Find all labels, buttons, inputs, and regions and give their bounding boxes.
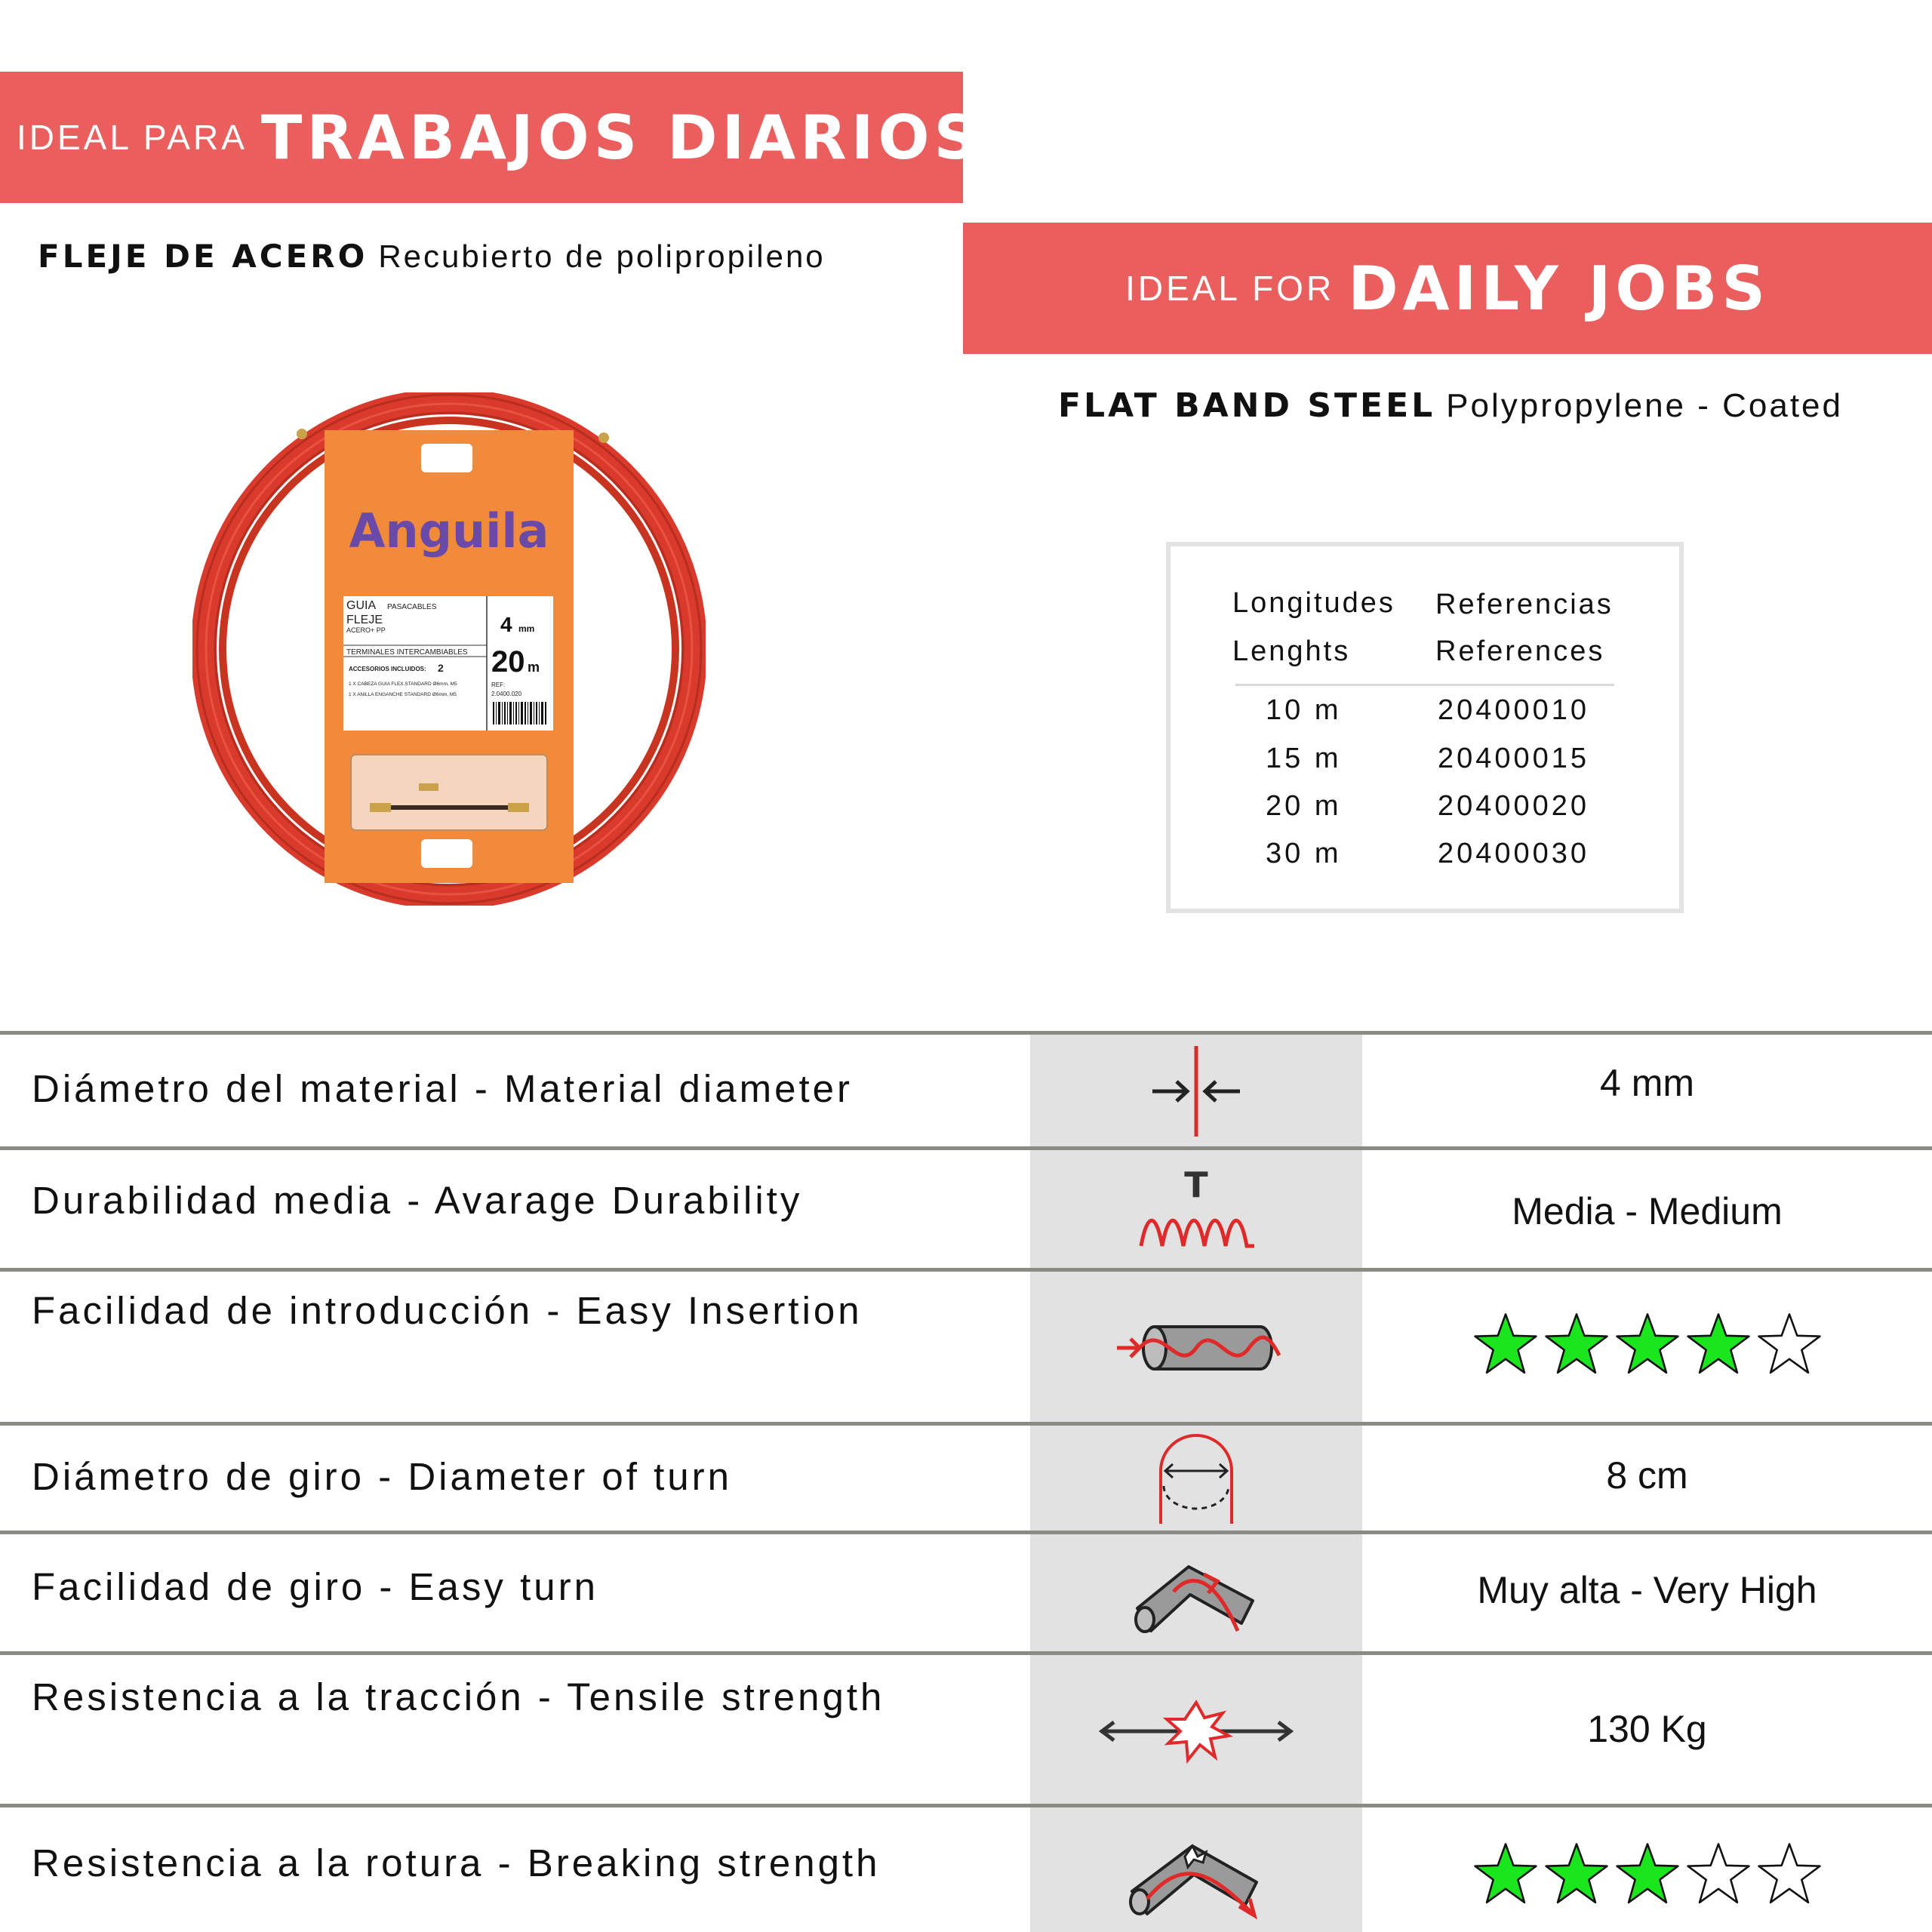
ref-row-length: 30 m	[1266, 838, 1342, 869]
spec-label-material-diameter: Diámetro del material - Material diameter	[32, 1067, 853, 1110]
banner-en-prefix: IDEAL FOR	[1125, 269, 1335, 308]
banner-en-title: DAILY JOBS	[1348, 253, 1770, 324]
spring-tension-icon	[1030, 1159, 1362, 1265]
spec-label-breaking-strength: Resistencia a la rotura - Breaking strength	[32, 1841, 881, 1884]
star-empty-icon	[1757, 1841, 1822, 1906]
turn-diameter-icon	[1030, 1427, 1362, 1529]
spec-value-easy-turn: Muy alta - Very High	[1477, 1569, 1817, 1611]
subtitle-spanish	[38, 238, 826, 275]
subtitle-en-bold: FLAT BAND STEEL	[1058, 386, 1436, 425]
label-length: 20	[491, 645, 525, 678]
label-length-unit: m	[528, 660, 540, 675]
row-divider	[0, 1268, 1932, 1272]
tube-insertion-icon	[1030, 1287, 1362, 1408]
spec-label-turn-diameter: Diámetro de giro - Diameter of turn	[32, 1455, 732, 1498]
ref-row-code: 20400020	[1438, 790, 1590, 822]
label-title-small: PASACABLES	[387, 603, 437, 611]
label-diameter-unit: mm	[518, 623, 535, 634]
banner-es-prefix: IDEAL PARA	[17, 118, 248, 157]
subtitle-es-text: Recubierto de polipropileno	[378, 238, 826, 274]
bent-tube-icon	[1030, 1537, 1362, 1650]
label-ref: 2.0400.020	[491, 691, 522, 697]
spec-value-material-diameter: 4 mm	[1600, 1062, 1694, 1104]
row-divider	[0, 1531, 1932, 1534]
ref-row-length: 20 m	[1266, 790, 1342, 822]
spec-label-easy-turn: Facilidad de giro - Easy turn	[32, 1565, 598, 1608]
label-accessories: ACCESORIOS INCLUIDOS:	[349, 666, 426, 672]
banner-es-title: TRABAJOS DIARIOS	[260, 102, 983, 173]
rating-breaking-strength	[1362, 1841, 1932, 1906]
ref-header-refs-en: References	[1435, 635, 1605, 667]
ref-row-length: 15 m	[1266, 743, 1342, 774]
label-accessories-count: 2	[438, 662, 444, 674]
tension-letter: T	[1184, 1167, 1208, 1205]
row-divider	[0, 1651, 1932, 1655]
label-ref-caption: REF:	[491, 681, 506, 688]
ref-row-code: 20400030	[1438, 838, 1590, 869]
row-divider	[0, 1031, 1932, 1035]
spec-table	[0, 1031, 1932, 1932]
spec-label-easy-insertion: Facilidad de introducción - Easy Insertion	[32, 1289, 863, 1332]
star-filled-icon	[1544, 1841, 1609, 1906]
product-image	[192, 392, 706, 906]
banner-english	[963, 223, 1932, 354]
star-filled-icon	[1615, 1841, 1680, 1906]
star-filled-icon	[1686, 1312, 1751, 1377]
ref-row-code: 20400010	[1438, 694, 1590, 726]
label-type: FLEJE	[346, 614, 383, 626]
label-diameter: 4	[500, 613, 512, 636]
product-card	[325, 430, 574, 883]
label-title: GUIA	[346, 599, 377, 612]
label-accessory-1: 1 X CABEZA GUIA FLEX.STANDARD Ø6mm, M5	[349, 681, 457, 687]
subtitle-en-text: Polypropylene - Coated	[1446, 387, 1844, 424]
spec-label-tensile-strength: Resistencia a la tracción - Tensile strength	[32, 1675, 885, 1718]
label-terminals: TERMINALES INTERCAMBIABLES	[346, 648, 468, 657]
star-filled-icon	[1473, 1312, 1538, 1377]
reference-table	[1166, 542, 1684, 913]
spec-value-tensile-strength: 130 Kg	[1587, 1708, 1707, 1750]
star-empty-icon	[1757, 1312, 1822, 1377]
ref-header-lengths-en: Lenghts	[1232, 635, 1351, 667]
spec-value-durability: Media - Medium	[1512, 1190, 1783, 1232]
star-filled-icon	[1473, 1841, 1538, 1906]
label-accessory-2: 1 X ANILLA ENGANCHE STANDARD Ø6mm, M5	[349, 692, 457, 697]
star-empty-icon	[1686, 1841, 1751, 1906]
star-filled-icon	[1615, 1312, 1680, 1377]
subtitle-english	[1058, 386, 1843, 425]
spec-value-turn-diameter: 8 cm	[1606, 1454, 1688, 1497]
row-divider	[0, 1804, 1932, 1807]
row-divider	[0, 1422, 1932, 1426]
rating-easy-insertion	[1362, 1312, 1932, 1377]
ref-row-code: 20400015	[1438, 743, 1590, 774]
brand-logo: Anguila	[349, 503, 549, 558]
banner-spanish	[0, 72, 983, 203]
diameter-arrows-icon	[1030, 1038, 1362, 1144]
bent-tube-break-icon	[1030, 1812, 1362, 1932]
ref-row-length: 10 m	[1266, 694, 1342, 726]
label-material: ACERO+ PP	[346, 626, 386, 634]
ref-header-refs-es: Referencias	[1435, 589, 1614, 620]
ref-header-divider	[1235, 684, 1614, 686]
subtitle-es-bold: FLEJE DE ACERO	[38, 238, 368, 275]
spec-label-durability: Durabilidad media - Avarage Durability	[32, 1179, 803, 1222]
star-filled-icon	[1544, 1312, 1609, 1377]
row-divider	[0, 1146, 1932, 1150]
ref-header-lengths-es: Longitudes	[1232, 587, 1395, 619]
tensile-break-icon	[1030, 1665, 1362, 1797]
